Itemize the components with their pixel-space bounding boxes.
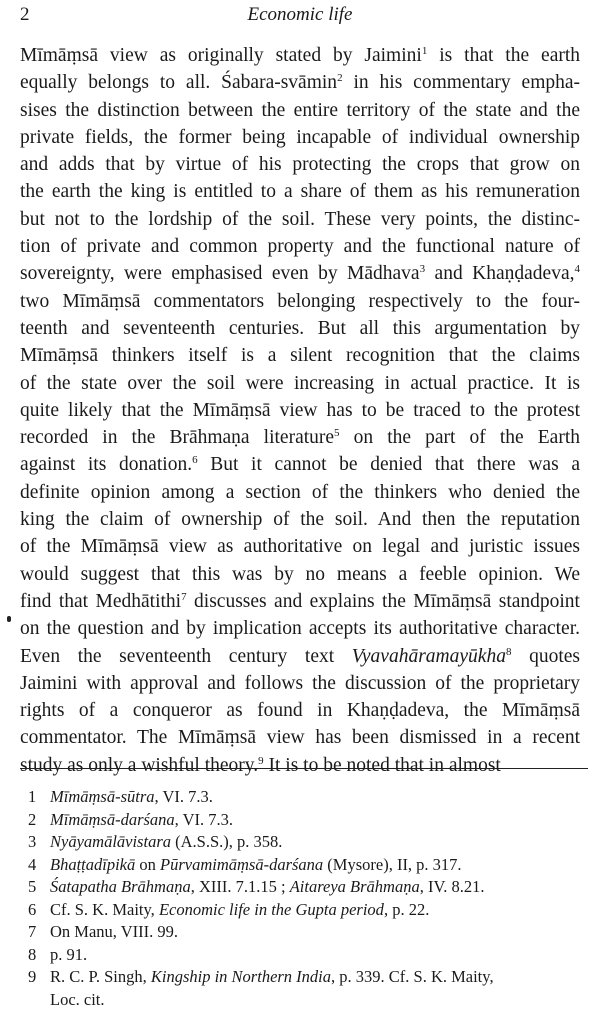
footnote-ref: 8	[506, 646, 512, 658]
text-line	[20, 288, 580, 315]
footnote-title: Pūrvamimāṃsā-darśana	[160, 855, 323, 874]
footnote-title: Mīmāṃsā-darśana	[50, 810, 175, 829]
text-run: quotes	[511, 646, 580, 667]
text-run: Jaimini with approval and follows the discussion of the proprietary	[20, 673, 580, 694]
text-run: against its donation.	[20, 454, 192, 475]
text-line	[20, 370, 580, 397]
footnote-number: 2	[28, 809, 50, 832]
text-line	[20, 451, 580, 478]
text-line	[20, 615, 580, 642]
footnote-text: , IV. 8.21.	[420, 877, 485, 896]
text-run: study as only a wishful theory.	[20, 755, 258, 776]
footnote-text: (Mysore), II, p. 317.	[323, 855, 461, 874]
text-run: is that the earth	[427, 45, 580, 66]
footnote-title: Bhaṭṭadīpikā	[50, 855, 135, 874]
text-run: definite opinion among a section of the thinkers who denied the	[20, 482, 580, 503]
footnote-text: , VI. 7.3.	[175, 810, 233, 829]
text-run: Even the seventeenth century text	[20, 646, 352, 667]
footnote	[28, 831, 588, 854]
text-run: quite likely that the Mīmāṃsā view has to be traced to the protest	[20, 400, 580, 421]
footnote-text: Cf. S. K. Maity,	[50, 900, 159, 919]
footnote-rule	[20, 768, 588, 769]
page-number: 2	[20, 4, 30, 26]
text-line	[20, 151, 580, 178]
text-line	[20, 697, 580, 724]
footnote-number: 6	[28, 899, 50, 922]
text-run: and Khaṇḍadeva,	[425, 263, 574, 284]
text-line	[20, 533, 580, 560]
text-line	[20, 260, 580, 287]
footnote	[28, 921, 588, 944]
footnote-text: on	[135, 855, 160, 874]
footnote-title: Śatapatha Brāhmaṇa	[50, 877, 191, 896]
footnote-text: (A.S.S.), p. 358.	[171, 832, 282, 851]
text-line	[20, 69, 580, 96]
body-paragraph	[20, 42, 580, 779]
text-run: discusses and explains the Mīmāṃsā standpoint	[187, 591, 580, 612]
text-run: Mīmāṃsā view as originally stated by Jaimini	[20, 45, 422, 66]
footnote-number: 5	[28, 876, 50, 899]
footnote-text: On Manu, VIII. 99.	[50, 922, 178, 941]
text-run: king the claim of ownership of the soil. And then the reputation	[20, 509, 580, 530]
footnote-number: 8	[28, 944, 50, 967]
footnote-text: p. 91.	[50, 945, 87, 964]
footnote-title: Kingship in Northern India	[151, 967, 331, 986]
text-run: on the question and by implication accepts its authoritative character.	[20, 618, 580, 639]
footnote-number: 1	[28, 786, 50, 809]
text-line	[20, 643, 580, 670]
footnote-ref: 6	[192, 454, 198, 466]
footnote-continuation: Loc. cit.	[28, 989, 588, 1011]
running-title: Economic life	[20, 4, 580, 26]
footnote-ref: 3	[420, 263, 426, 275]
text-run: equally belongs to all. Śabara-svāmin	[20, 72, 337, 93]
footnote-text: , VI. 7.3.	[155, 787, 213, 806]
text-run: would suggest that this was by no means a feeble opinion. We	[20, 564, 580, 585]
text-line	[20, 178, 580, 205]
footnote-text: , p. 22.	[384, 900, 429, 919]
footnote-title: Economic life in the Gupta period	[159, 900, 384, 919]
text-run: recorded in the Brāhmaṇa literature	[20, 427, 334, 448]
text-line	[20, 42, 580, 69]
footnote-title: Nyāyamālāvistara	[50, 832, 171, 851]
text-run: of the Mīmāṃsā view as authoritative on legal and juristic issues	[20, 536, 580, 557]
footnote-text: R. C. P. Singh,	[50, 967, 151, 986]
text-line	[20, 342, 580, 369]
footnote-ref: 2	[337, 72, 343, 84]
text-run: tion of private and common property and the functional nature of	[20, 236, 580, 257]
text-run: teenth and seventeenth centuries. But all this argumentation by	[20, 318, 580, 339]
text-line	[20, 479, 580, 506]
text-run: but not to the lordship of the soil. These very points, the distinc-	[20, 209, 580, 230]
footnote	[28, 899, 588, 922]
text-run: of the state over the soil were increasing in actual practice. It is	[20, 373, 580, 394]
text-run: commentator. The Mīmāṃsā view has been dismissed in a recent	[20, 727, 580, 748]
footnote-ref: 5	[334, 427, 340, 439]
footnote-title: Mīmāṃsā-sūtra	[50, 787, 155, 806]
footnote	[28, 966, 588, 989]
footnote	[28, 876, 588, 899]
text-run: find that Medhātithi	[20, 591, 181, 612]
text-run: rights of a conqueror as found in Khaṇḍadeva, the Mīmāṃsā	[20, 700, 580, 721]
text-line	[20, 206, 580, 233]
footnote-ref: 1	[422, 45, 428, 57]
footnote-number: 7	[28, 921, 50, 944]
footnote-ref: 9	[258, 755, 264, 767]
text-line	[20, 752, 580, 779]
text-line	[20, 315, 580, 342]
text-run: in his commentary empha-	[343, 72, 580, 93]
text-line	[20, 233, 580, 260]
text-line	[20, 506, 580, 533]
page-header	[20, 4, 580, 34]
text-line	[20, 124, 580, 151]
italic-title: Vyavahāramayūkha	[352, 646, 506, 667]
text-line	[20, 397, 580, 424]
footnote-ref: 4	[575, 263, 581, 275]
text-run: on the part of the Earth	[340, 427, 580, 448]
footnote	[28, 944, 588, 967]
footnote-text: , p. 339. Cf. S. K. Maity,	[331, 967, 494, 986]
footnote-number: 9	[28, 966, 50, 989]
footnote-number: 3	[28, 831, 50, 854]
footnote	[28, 854, 588, 877]
text-run: But it cannot be denied that there was a	[198, 454, 580, 475]
footnote-title: Aitareya Brāhmaṇa	[290, 877, 420, 896]
text-run: two Mīmāṃsā commentators belonging respectively to the four-	[20, 291, 580, 312]
margin-mark	[7, 616, 11, 622]
text-line	[20, 424, 580, 451]
text-run: the earth the king is entitled to a share of them as his remuneration	[20, 181, 580, 202]
footnote	[28, 786, 588, 809]
text-line	[20, 724, 580, 751]
footnote	[28, 809, 588, 832]
footnote-text: , XIII. 7.1.15 ;	[191, 877, 290, 896]
text-run: sises the distinction between the entire territory of the state and the	[20, 100, 580, 121]
footnotes	[28, 786, 588, 1011]
footnote-number: 4	[28, 854, 50, 877]
text-line	[20, 561, 580, 588]
text-line	[20, 670, 580, 697]
footnote-ref: 7	[181, 591, 187, 603]
text-line	[20, 588, 580, 615]
text-run: private fields, the former being incapable of individual ownership	[20, 127, 580, 148]
text-line	[20, 97, 580, 124]
text-run: sovereignty, were emphasised even by Mādhava	[20, 263, 420, 284]
text-run: and adds that by virtue of his protecting the crops that grow on	[20, 154, 580, 175]
text-run: Mīmāṃsā thinkers itself is a silent recognition that the claims	[20, 345, 580, 366]
text-run: It is to be noted that in almost	[264, 755, 501, 776]
